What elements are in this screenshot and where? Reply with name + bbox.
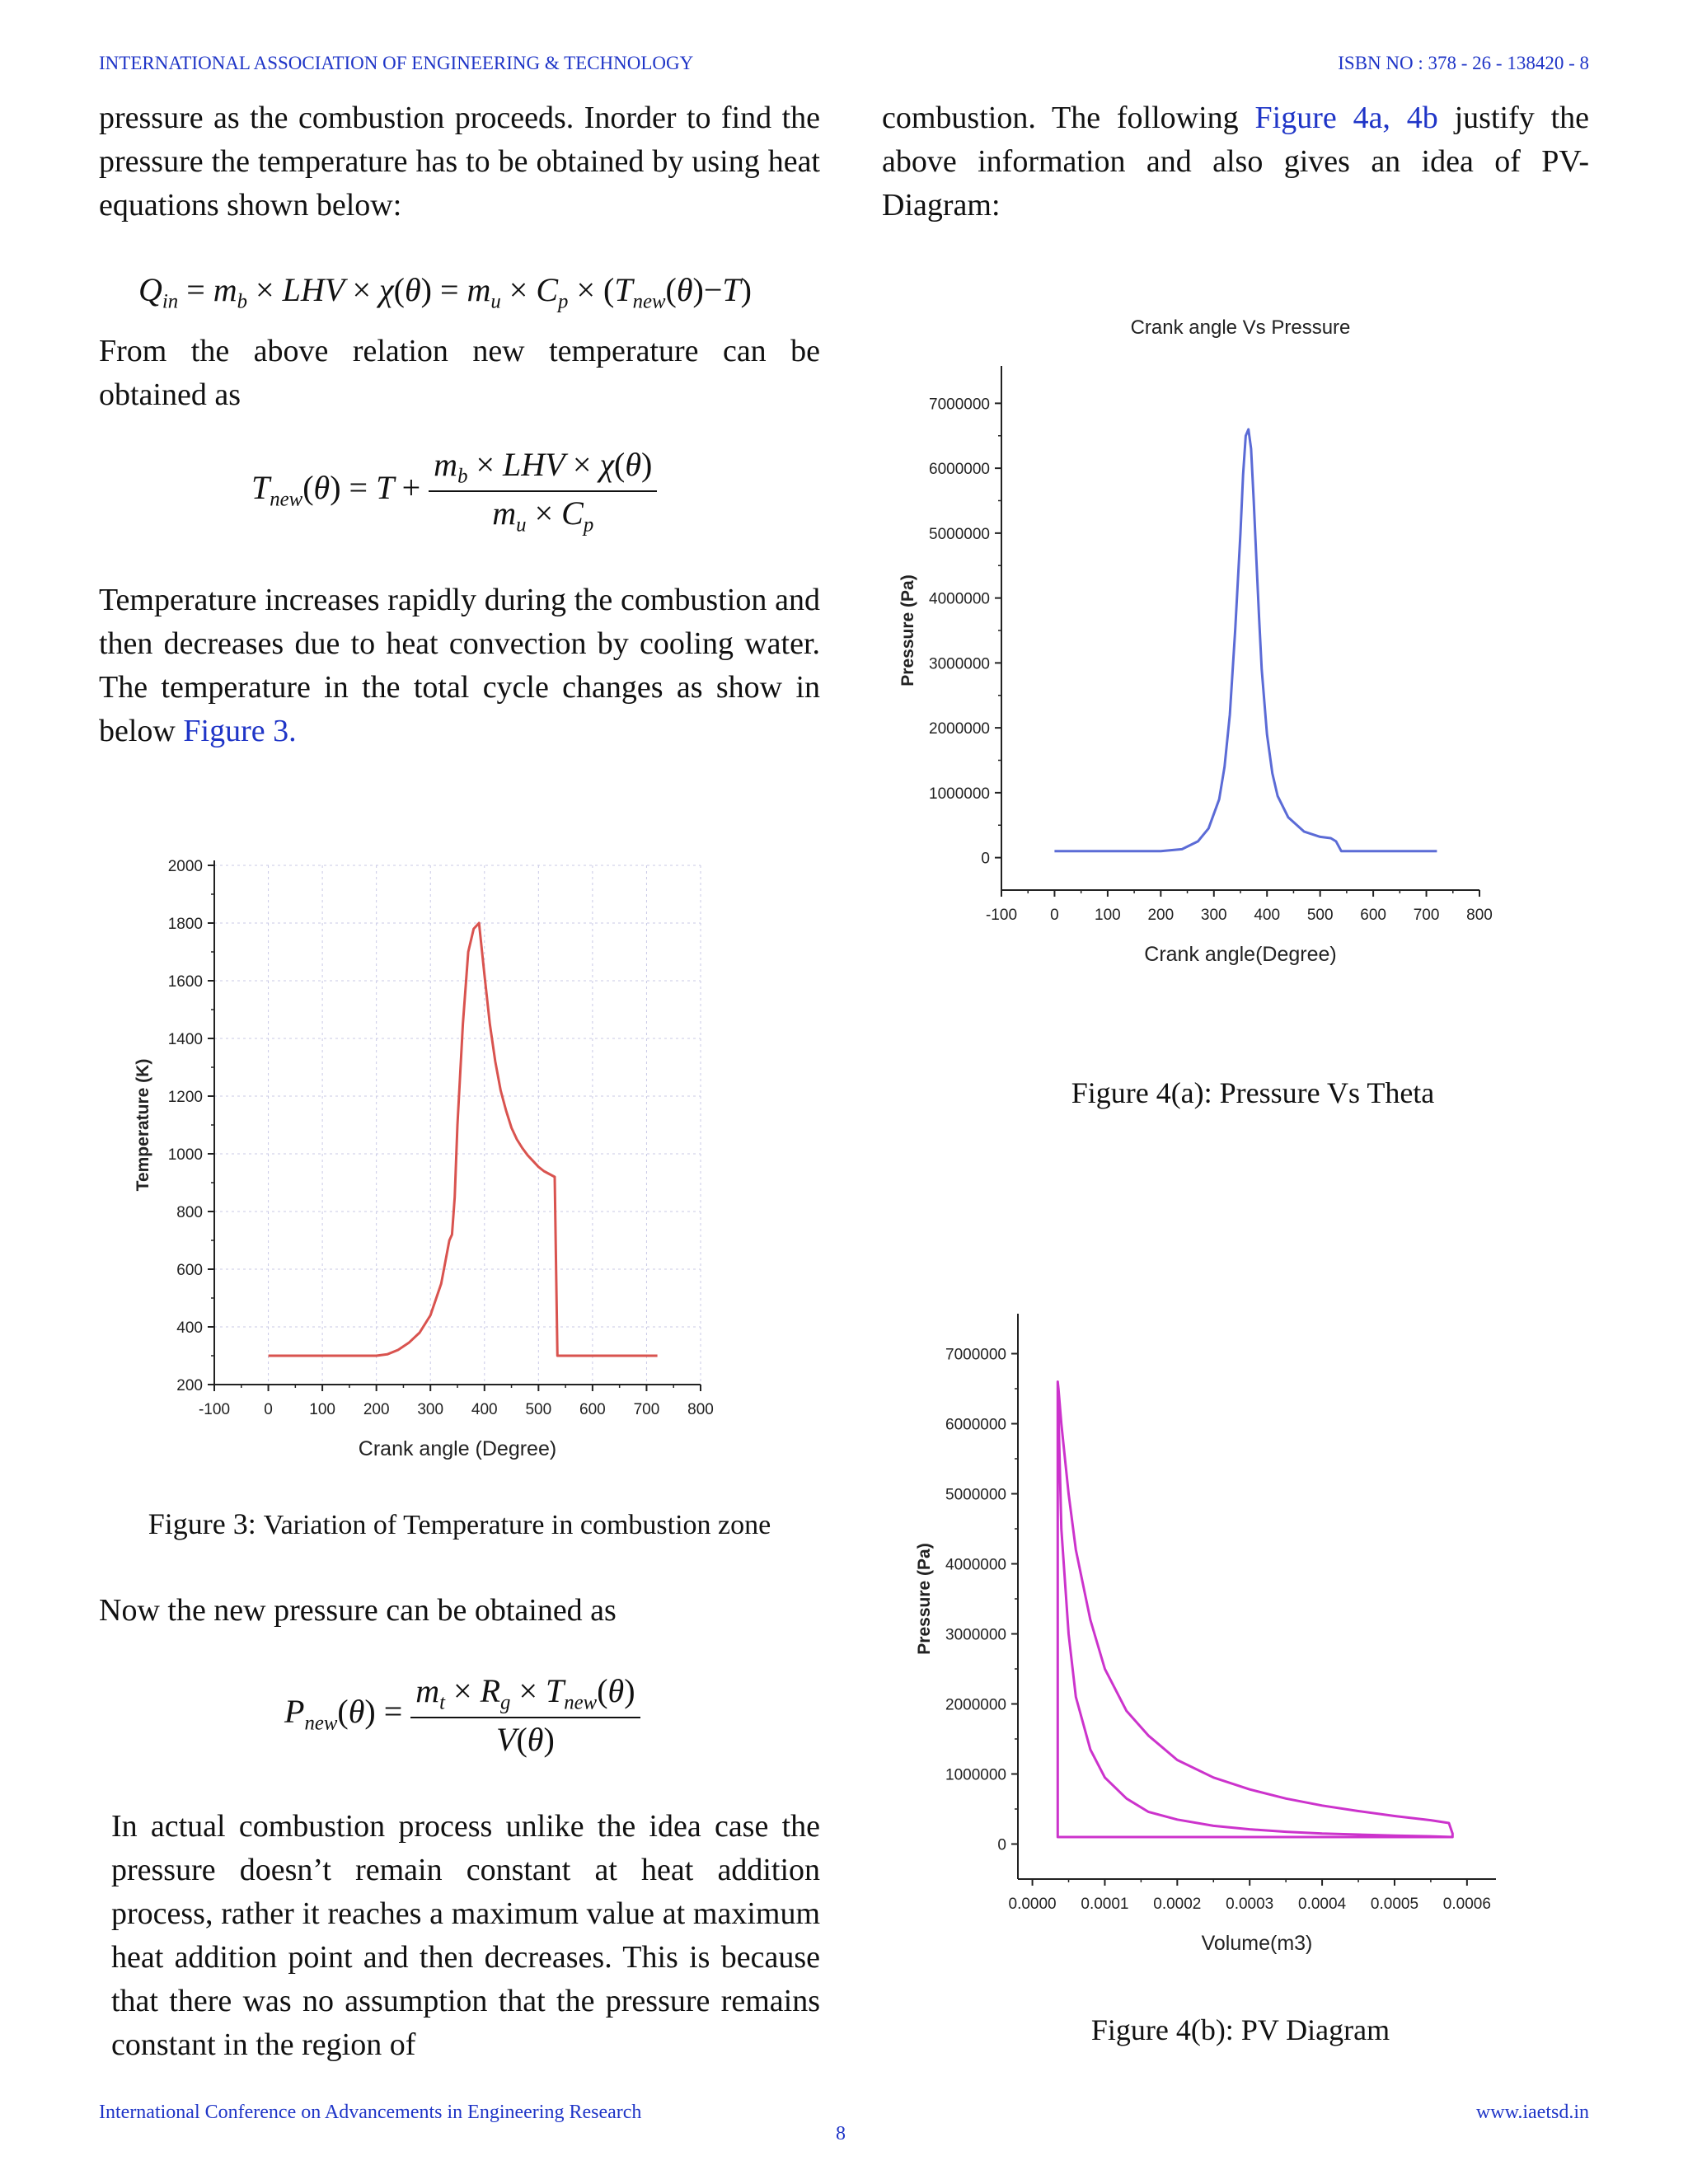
x-tick-label: 0.0003 [1226,1896,1274,1913]
y-tick-label: 1000000 [929,785,990,803]
data-series-line [269,923,658,1356]
footer-page-number: 8 [836,2123,846,2144]
figure-3-link[interactable]: Figure 3. [183,714,297,748]
y-tick-label: 6000000 [929,461,990,479]
y-tick-label: 2000 [167,858,203,875]
y-tick-label: 5000000 [929,525,990,543]
x-tick-label: 0.0001 [1081,1896,1129,1913]
x-tick-label: 300 [1200,907,1227,924]
chart-title: Crank angle Vs Pressure [1130,316,1351,339]
data-series-line [1054,429,1437,851]
x-tick-label: 200 [363,1401,390,1418]
figure-4b-caption: Figure 4(b): PV Diagram [1090,2013,1390,2046]
x-tick-label: 800 [687,1401,714,1418]
header-right: ISBN NO : 378 - 26 - 138420 - 8 [1338,53,1589,73]
y-tick-label: 5000000 [945,1486,1006,1504]
x-tick-label: 0.0005 [1370,1896,1419,1913]
x-tick-label: 300 [417,1401,444,1418]
left-para-5: In actual combustion process unlike the idea case the pressure doesn’t remain constant at heat addition process, rather it reaches a maximum value at maximum heat addition point and then decreases. This is because that there was no assumption that the pressure remains constant in the region of [111,1809,820,2062]
figure-4a-chart [890,305,1517,989]
left-para-4: Now the new pressure can be obtained as [99,1593,617,1628]
y-tick-label: 400 [176,1319,203,1337]
footer-conference: International Conference on Advancements in Engineering Research [99,2102,642,2123]
y-tick-label: 1000000 [945,1766,1006,1784]
equation-q-in: $Q_{in} = m_b$ × LHV × $\chi(\theta) = m_u \times C_p \times (T_{new}(\theta)-T)$ [138,271,752,313]
x-tick-label: -100 [985,907,1018,924]
x-tick-label: -100 [198,1401,231,1418]
y-tick-label: 1800 [167,916,203,933]
y-tick-label: 800 [176,1204,203,1221]
x-tick-label: 700 [1413,907,1440,924]
y-tick-label: 200 [176,1377,203,1394]
y-tick-label: 1400 [167,1031,203,1048]
equation-p-new: $P_{new}(\theta)$ = $\frac{m_t \times R_g \times T_{new}(\theta)}{V(\theta)}$ [284,1671,640,1759]
y-tick-label: 0 [997,1836,1006,1854]
y-tick-label: 6000000 [945,1416,1006,1434]
x-tick-label: 600 [579,1401,606,1418]
x-tick-label: 200 [1147,907,1175,924]
y-tick-label: 1000 [167,1146,203,1164]
x-axis-label: Crank angle (Degree) [358,1437,557,1460]
y-tick-label: 1200 [167,1089,203,1106]
figure-3-chart [124,841,717,1500]
x-tick-label: 0.0000 [1008,1896,1057,1913]
footer-website: www.iaetsd.in [1475,2102,1589,2123]
x-tick-label: 700 [633,1401,660,1418]
y-axis-label: Pressure (Pa) [915,1543,934,1655]
x-tick-label: 0 [1050,907,1059,924]
y-tick-label: 4000000 [945,1556,1006,1574]
x-tick-label: 0 [264,1401,273,1418]
x-tick-label: 500 [1306,907,1334,924]
x-tick-label: 600 [1360,907,1386,924]
y-tick-label: 600 [176,1262,203,1279]
x-tick-label: 800 [1466,907,1493,924]
equation-t-new: $T_{new}(\theta) = T$ + $\frac{m_b \times LHV \times \chi(\theta)}{m_u \times C_p}$ [251,445,657,537]
figure-4a-caption: Figure 4(a): Pressure Vs Theta [1071,1076,1435,1109]
x-axis-label: Volume(m3) [1201,1932,1313,1955]
x-tick-label: 500 [525,1401,552,1418]
x-tick-label: 0.0004 [1298,1896,1347,1913]
left-para-2: From the above relation new temperature can be obtained as [99,334,820,412]
right-para-1: combustion. The following Figure 4a, 4b justify the above information and also gives an idea of PV-Diagram: [882,101,1589,223]
left-para-3: Temperature increases rapidly during the combustion and then decreases due to heat convection by cooling water. The temperature in the total cycle changes as show in below Figure 3. [99,583,820,748]
left-para-1: pressure as the combustion proceeds. Inorder to find the pressure the temperature has to be obtained by using heat equations shown below: [99,101,820,223]
y-axis-label: Temperature (K) [134,1058,152,1192]
y-axis-label: Pressure (Pa) [898,574,917,687]
x-tick-label: 100 [309,1401,335,1418]
y-tick-label: 2000000 [945,1696,1006,1714]
data-series-line [1057,1382,1452,1838]
header-left: INTERNATIONAL ASSOCIATION OF ENGINEERING & TECHNOLOGY [99,53,694,73]
y-tick-label: 7000000 [945,1346,1006,1364]
y-tick-label: 3000000 [945,1626,1006,1644]
x-tick-label: 0.0006 [1442,1896,1491,1913]
y-tick-label: 7000000 [929,396,990,414]
y-tick-label: 2000000 [929,720,990,738]
x-axis-label: Crank angle(Degree) [1144,943,1337,966]
figure-3-caption: Figure 3: Variation of Temperature in combustion zone [148,1507,771,1540]
figure-4b-chart [907,1302,1533,1986]
y-tick-label: 0 [981,850,990,868]
y-tick-label: 1600 [167,973,203,991]
y-tick-label: 3000000 [929,655,990,673]
x-tick-label: 100 [1095,907,1121,924]
x-tick-label: 0.0002 [1153,1896,1202,1913]
y-tick-label: 4000000 [929,590,990,608]
figure-4-link[interactable]: Figure 4a, 4b [1254,101,1438,135]
x-tick-label: 400 [471,1401,498,1418]
x-tick-label: 400 [1254,907,1281,924]
